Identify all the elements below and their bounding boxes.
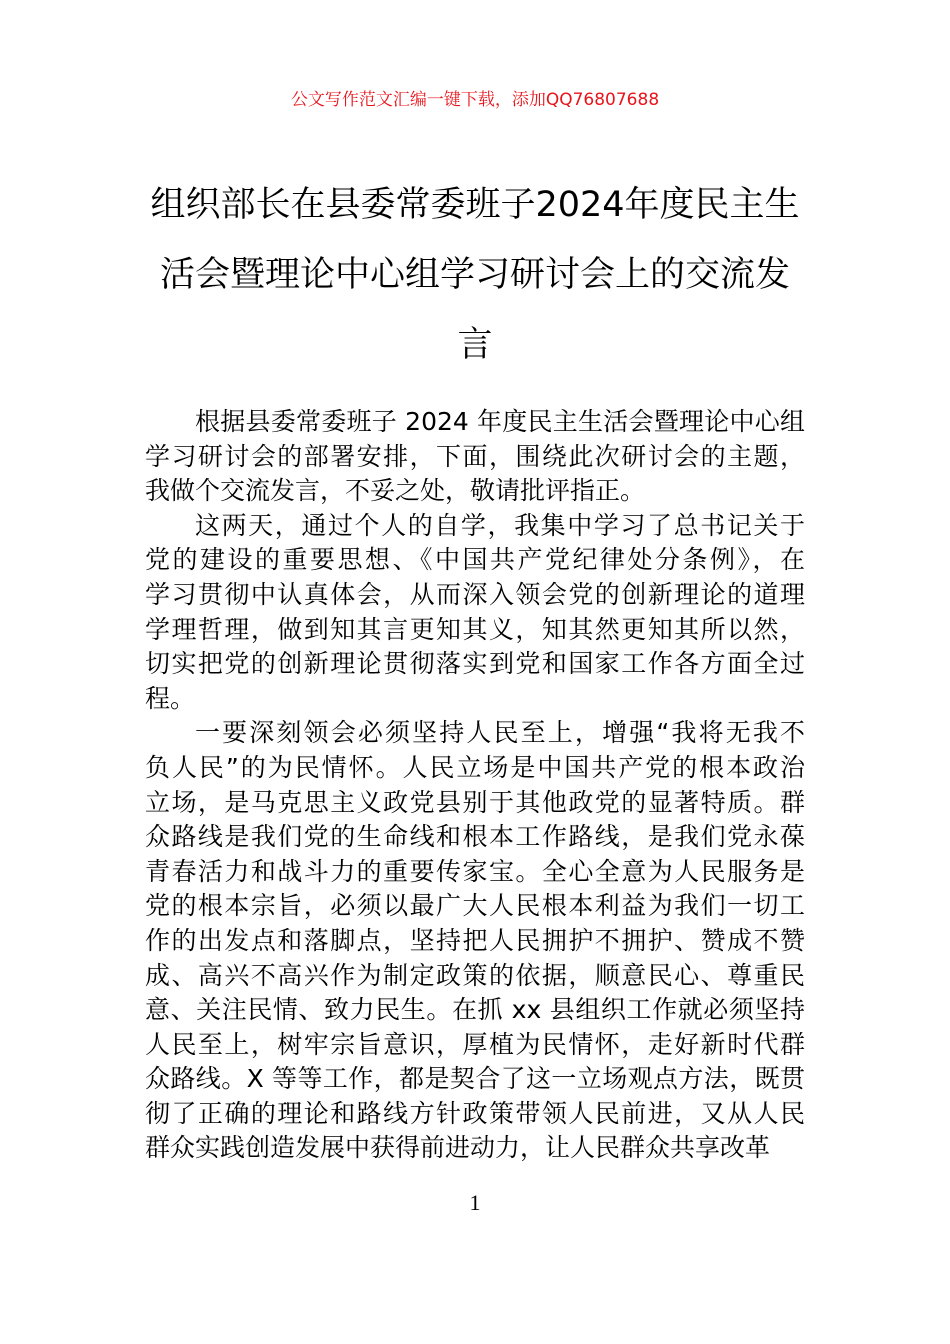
- title-line: 言: [457, 325, 493, 365]
- paragraph: [145, 716, 805, 1166]
- paragraph: [145, 405, 805, 509]
- paragraph-line: 群众实践创造发展中获得前进动力，让人民群众共享改革: [145, 1133, 771, 1163]
- paragraph-line: 一要深刻领会必须坚持人民至上，增强“我将无我不: [195, 718, 805, 748]
- paragraph-line: 众路线是我们党的生命线和根本工作路线，是我们党永葆: [145, 822, 805, 852]
- paragraph-line: 根据县委常委班子 2024 年度民主生活会暨理论中心组: [195, 407, 805, 436]
- title-line: 组织部长在县委常委班子2024年度民主生: [150, 185, 800, 225]
- paragraph-line: 切实把党的创新理论贯彻落实到党和国家工作各方面全过: [145, 649, 805, 679]
- paragraph-line: 人民至上，树牢宗旨意识，厚植为民情怀，走好新时代群: [145, 1029, 805, 1059]
- paragraph-line: 学理哲理，做到知其言更知其义，知其然更知其所以然，: [145, 614, 805, 644]
- paragraph-line: 党的根本宗旨，必须以最广大人民根本利益为我们一切工: [145, 891, 805, 921]
- paragraph-line: 立场，是马克思主义政党县别于其他政党的显著特质。群: [145, 787, 805, 817]
- paragraph-line: 青春活力和战斗力的重要传家宝。全心全意为人民服务是: [145, 856, 805, 886]
- download-notice: 公文写作范文汇编一键下载，添加QQ76807688: [290, 90, 660, 110]
- paragraph-line: 成、高兴不高兴作为制定政策的依据，顺意民心、尊重民: [145, 960, 805, 990]
- document-body: [145, 405, 805, 1166]
- paragraph-line: 学习研讨会的部署安排，下面，围绕此次研讨会的主题，: [145, 441, 805, 471]
- paragraph-line: 意、关注民情、致力民生。在抓 xx 县组织工作就必须坚持: [145, 995, 805, 1025]
- title-line: 活会暨理论中心组学习研讨会上的交流发: [159, 255, 790, 295]
- page-number: 1: [469, 1190, 481, 1215]
- paragraph-line: 彻了正确的理论和路线方针政策带领人民前进，又从人民: [145, 1098, 805, 1128]
- paragraph-line: 作的出发点和落脚点，坚持把人民拥护不拥护、赞成不赞: [145, 925, 805, 955]
- paragraph-line: 负人民”的为民情怀。人民立场是中国共产党的根本政治: [145, 752, 805, 782]
- paragraph-line: 程。: [145, 683, 196, 713]
- paragraph-line: 学习贯彻中认真体会，从而深入领会党的创新理论的道理: [145, 579, 805, 609]
- paragraph-line: 党的建设的重要思想、《中国共产党纪律处分条例》，在: [145, 545, 805, 575]
- document-title: [130, 170, 820, 380]
- paragraph-line: 众路线。X 等等工作，都是契合了这一立场观点方法，既贯: [145, 1064, 805, 1094]
- paragraph: [145, 509, 805, 717]
- paragraph-line: 这两天，通过个人的自学，我集中学习了总书记关于: [195, 510, 805, 540]
- paragraph-line: 我做个交流发言，不妥之处，敬请批评指正。: [145, 476, 646, 506]
